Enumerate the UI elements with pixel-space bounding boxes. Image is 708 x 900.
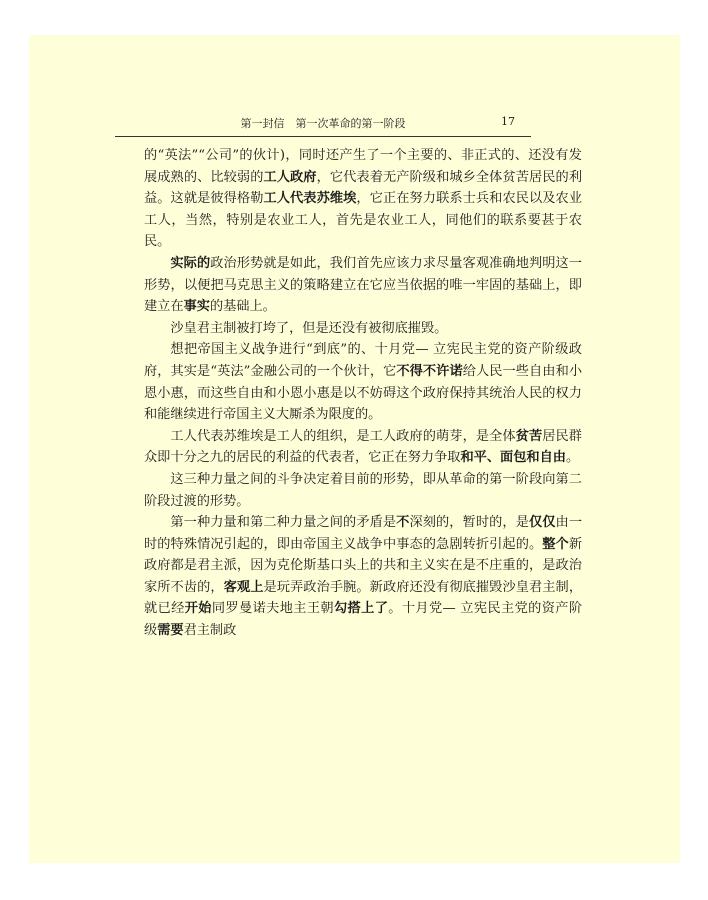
text-run: 这三种力量之间的斗争决定着目前的形势，即从革命的第一阶段向第二阶段过渡的形势。 <box>144 471 582 509</box>
emphasized-text: 事实 <box>183 299 210 315</box>
text-run: 是玩弄政治手腕。新政府还没有彻底摧毁沙皇君主制，就已经 <box>144 579 583 617</box>
text-run: 。 <box>566 450 580 466</box>
text-run: 新政府都是君主派，因为克伦斯基口头上的共和主义实在是不庄重的，是政治家所不齿的， <box>144 536 583 595</box>
text-run: 想把帝国主义战争进行“到底”的、十月党— 立宪民主党的资产阶级政府，其实是“英法”金融公司的一个伙计，它 <box>144 342 582 379</box>
text-run: 由一时的特殊情况引起的，即由帝国主义战争中事态的急剧转折引起的。 <box>144 515 583 552</box>
text-run: 政治形势就是如此，我们首先应该力求尽量客观准确地判明这一形势，以便把马克思主义的策略建立在它应当依据的唯一牢固的基础上，即建立在 <box>144 255 582 315</box>
emphasized-text: 勾搭上了 <box>333 601 389 617</box>
emphasized-text: 工人代表苏维埃 <box>263 191 357 207</box>
chapter-title: 第一封信 第一次革命的第一阶段 <box>240 117 406 130</box>
emphasized-text: 和平、面包和自由 <box>460 450 566 466</box>
emphasized-text: 需要 <box>157 623 184 639</box>
text-run: 工人代表苏维埃是工人的组织，是工人政府的萌芽，是全体 <box>170 428 516 444</box>
text-run: 给人民一些自由和小恩小惠，而这些自由和小恩小惠是以不妨碍这个政府保持其统治人民的权力和能继续进行帝国主义大厮杀为限度的。 <box>144 363 583 423</box>
paragraph <box>144 339 582 425</box>
text-run: 沙皇君主制被打垮了，但是还没有被彻底摧毁。 <box>170 320 448 336</box>
emphasized-text: 不得不许诺 <box>396 363 463 379</box>
text-run: 同罗曼诺夫地主王朝 <box>211 601 334 617</box>
text-run: 深刻的，暂时的，是 <box>409 515 529 531</box>
text-run: 的“英法”“公司”的伙计)，同时还产生了一个主要的、非正式的、还没有发展成熟的、比较弱的 <box>144 148 582 185</box>
text-run: 的基础上。 <box>209 299 276 315</box>
text-run: 君主制政 <box>183 623 237 639</box>
text-run: ，它正在努力联系士兵和农民以及农业工人，当然，特别是农业工人，首先是农业工人，同他们的联系要甚于农民。 <box>144 191 583 250</box>
paragraph <box>144 253 582 318</box>
emphasized-text: 工人政府 <box>263 169 317 185</box>
paragraph <box>144 318 582 340</box>
emphasized-text: 开始 <box>184 601 212 617</box>
text-run: 居民群众即十分之九的居民的利益的代表者，它正在努力争取 <box>144 428 582 466</box>
page-number: 17 <box>501 115 515 128</box>
text-run: 。十月党— 立宪民主党的资产阶级 <box>144 601 583 639</box>
body-text <box>144 145 582 642</box>
text-run: ，它代表着无产阶级和城乡全体贫苦居民的利益。这就是彼得格勒 <box>144 169 583 207</box>
emphasized-text: 客观上 <box>223 579 264 595</box>
paragraph <box>144 512 582 642</box>
emphasized-text: 贫苦 <box>515 428 543 444</box>
paragraph <box>144 426 582 469</box>
emphasized-text: 不 <box>396 515 410 531</box>
running-header <box>115 112 531 137</box>
text-run: 第一种力量和第二种力量之间的矛盾是 <box>170 515 397 531</box>
emphasized-text: 整个 <box>542 536 569 552</box>
emphasized-text: 仅仅 <box>528 515 556 531</box>
paragraph <box>144 469 582 512</box>
paragraph <box>144 145 582 253</box>
emphasized-text: 实际的 <box>170 255 211 271</box>
